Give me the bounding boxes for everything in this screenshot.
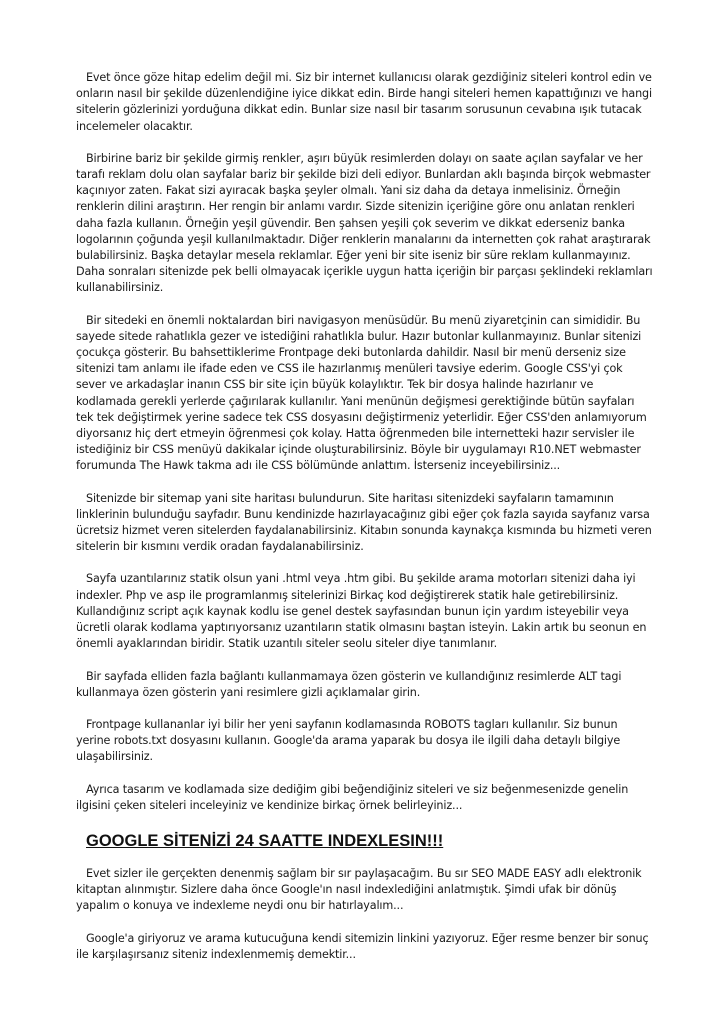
document-body xyxy=(76,70,654,979)
paragraph-examples: Ayrıca tasarım ve kodlamada size dediğim gibi beğendiğiniz siteleri ve siz beğenmesenizde genelin ilgisini çeken siteleri inceleyiniz ve kendinize birkaç örnek belirleyiniz... xyxy=(76,782,629,812)
paragraph-google-search: Google'a giriyoruz ve arama kutucuğuna kendi sitemizin linkini yazıyoruz. Eğer resme benzer bir sonuç ile karşılaşırsanız siteniz indexlenmemiş demektir... xyxy=(76,931,649,961)
paragraph-secret: Evet sizler ile gerçekten denenmiş sağlam bir sır paylaşacağım. Bu sır SEO MADE EASY adlı elektronik kitaptan alınmıştır. Sizlere daha önce Google'ın nasıl indexlediğini anlatmıştık. Şimdi ufak bir dönüş yapalım o konuya ve indexleme neydi onu bir hatırlayalım... xyxy=(76,866,642,913)
paragraph-sitemap: Sitenizde bir sitemap yani site haritası bulundurun. Site haritası sitenizdeki sayfaların tamamının linklerinin bulunduğu sayfadır. Bunu kendinizde hazırlayacağınız gibi eğer çok fazla sayıda sayfanız varsa ücretsiz hizmet veren sitelerden faydalanabilirsiniz. Kitabın sonunda kaynakça kısmında bu hizmeti veren sitelerin bir kısmını verdik oradan faydalanabilirsiniz. xyxy=(76,491,652,554)
paragraph-design-intro: Evet önce göze hitap edelim değil mi. Siz bir internet kullanıcısı olarak gezdiğiniz siteleri kontrol edin ve onların nasıl bir şekilde düzenlendiğine iyice dikkat edin. Birde hangi siteleri hemen kapattığınızı ve hangi sitelerin gözlerinizi yorduğuna dikkat edin. Bunlar size nasıl bir tasarım sorusunun cevabına ışık tutacak incelemeler olacaktır. xyxy=(76,71,652,133)
paragraph-navigation: Bir sitedeki en önemli noktalardan biri navigasyon menüsüdür. Bu menü ziyaretçinin can simididir. Bu sayede sitede rahatlıkla gezer ve istediğini rahatlıkla bulur. Hazır butonlar kullanmayınız. Bunlar sitenizi çocukça gösterir. Bu bahsettiklerime Frontpage deki butonlarda dahildir. Nasıl bir menü derseniz size sitenizi tam anlamı ile ifade eden ve CSS ile hazırlanmış menüleri tavsiye ederim. Google CSS'yi çok sever ve arkadaşlar inanın CSS bir site için büyük kolaylıktır. Tek bir dosya halinde hazırlanır ve kodlamada gerekli yerlerde çağırılarak kullanılır. Yani menünün değişmesi gerektiğinde bütün sayfaları tek tek değiştirmek yerine sadece tek CSS dosyasını değiştirmeniz yeterlidir. Eğer CSS'den anlamıyorum diyorsanız hiç dert etmeyin öğrenmesi çok kolay. Hatta öğrenmeden bile internetteki hazır servisler ile istediğiniz bir CSS menüyü dakikalar içinde oluşturabilirsiniz. Böyle bir uygulamayı R10.NET webmaster forumunda The Hawk takma adı ile CSS bölümünde anlattım. İsterseniz inceyebilirsiniz... xyxy=(76,313,647,473)
paragraph-colors: Birbirine bariz bir şekilde girmiş renkler, aşırı büyük resimlerden dolayı on saate açılan sayfalar ve her tarafı reklam dolu olan sayfalar bariz bir şekilde bizi deli ediyor. Bunlardan aklı başında birçok webmaster kaçınıyor zaten. Fakat sizi ayıracak başka şeyler olmalı. Yani siz daha da detaya inmelisiniz. Örneğin renklerin dilini araştırın. Her rengin bir anlamı vardır. Sizde sitenizin içeriğine göre onu anlatan renkleri daha fazla kullanın. Örneğin yeşil güvendir. Ben şahsen yeşili çok severim ve dikkat ederseniz banka logolarının çoğunda yeşil kullanılmaktadır. Diğer renklerin manalarını da internetten çok rahat araştırarak bulabilirsiniz. Başka detaylar mesela reklamlar. Eğer yeni bir site iseniz bir süre reklam kullanmayınız. Daha sonraları sitenizde pek belli olmayacak içerikle uygun hatta içeriğin bir parçası şeklindeki reklamları kullanabilirsiniz. xyxy=(76,151,653,295)
paragraph-links-alt: Bir sayfada elliden fazla bağlantı kullanmamaya özen gösterin ve kullandığınız resimlerde ALT tagi kullanmaya özen gösterin yani resimlere gizli açıklamalar girin. xyxy=(76,669,622,699)
paragraph-robots: Frontpage kullananlar iyi bilir her yeni sayfanın kodlamasında ROBOTS tagları kullanılır. Siz bunun yerine robots.txt dosyasını kullanın. Google'da arama yaparak bu dosya ile ilgili daha detaylı bilgiye ulaşabilirsiniz. xyxy=(76,717,621,764)
section-heading: GOOGLE SİTENİZİ 24 SAATTE INDEXLESIN!!! xyxy=(86,831,444,850)
paragraph-static-urls: Sayfa uzantılarınız statik olsun yani .html veya .htm gibi. Bu şekilde arama motorları sitenizi daha iyi indexler. Php ve asp ile programlanmış sitelerinizi Birkaç kod değiştirerek statik hale getirebilirsiniz. Kullandığınız script açık kaynak kodlu ise genel destek sayfasından bunun için yardım isteyebilir veya ücretli olarak kodlama yaptırıyorsanız uzantıların statik olmasını baştan isteyin. Lakin artık bu seonun en önemli ayaklarından biridir. Statik uzantılı siteler seolu siteler diye tanımlanır. xyxy=(76,572,647,651)
